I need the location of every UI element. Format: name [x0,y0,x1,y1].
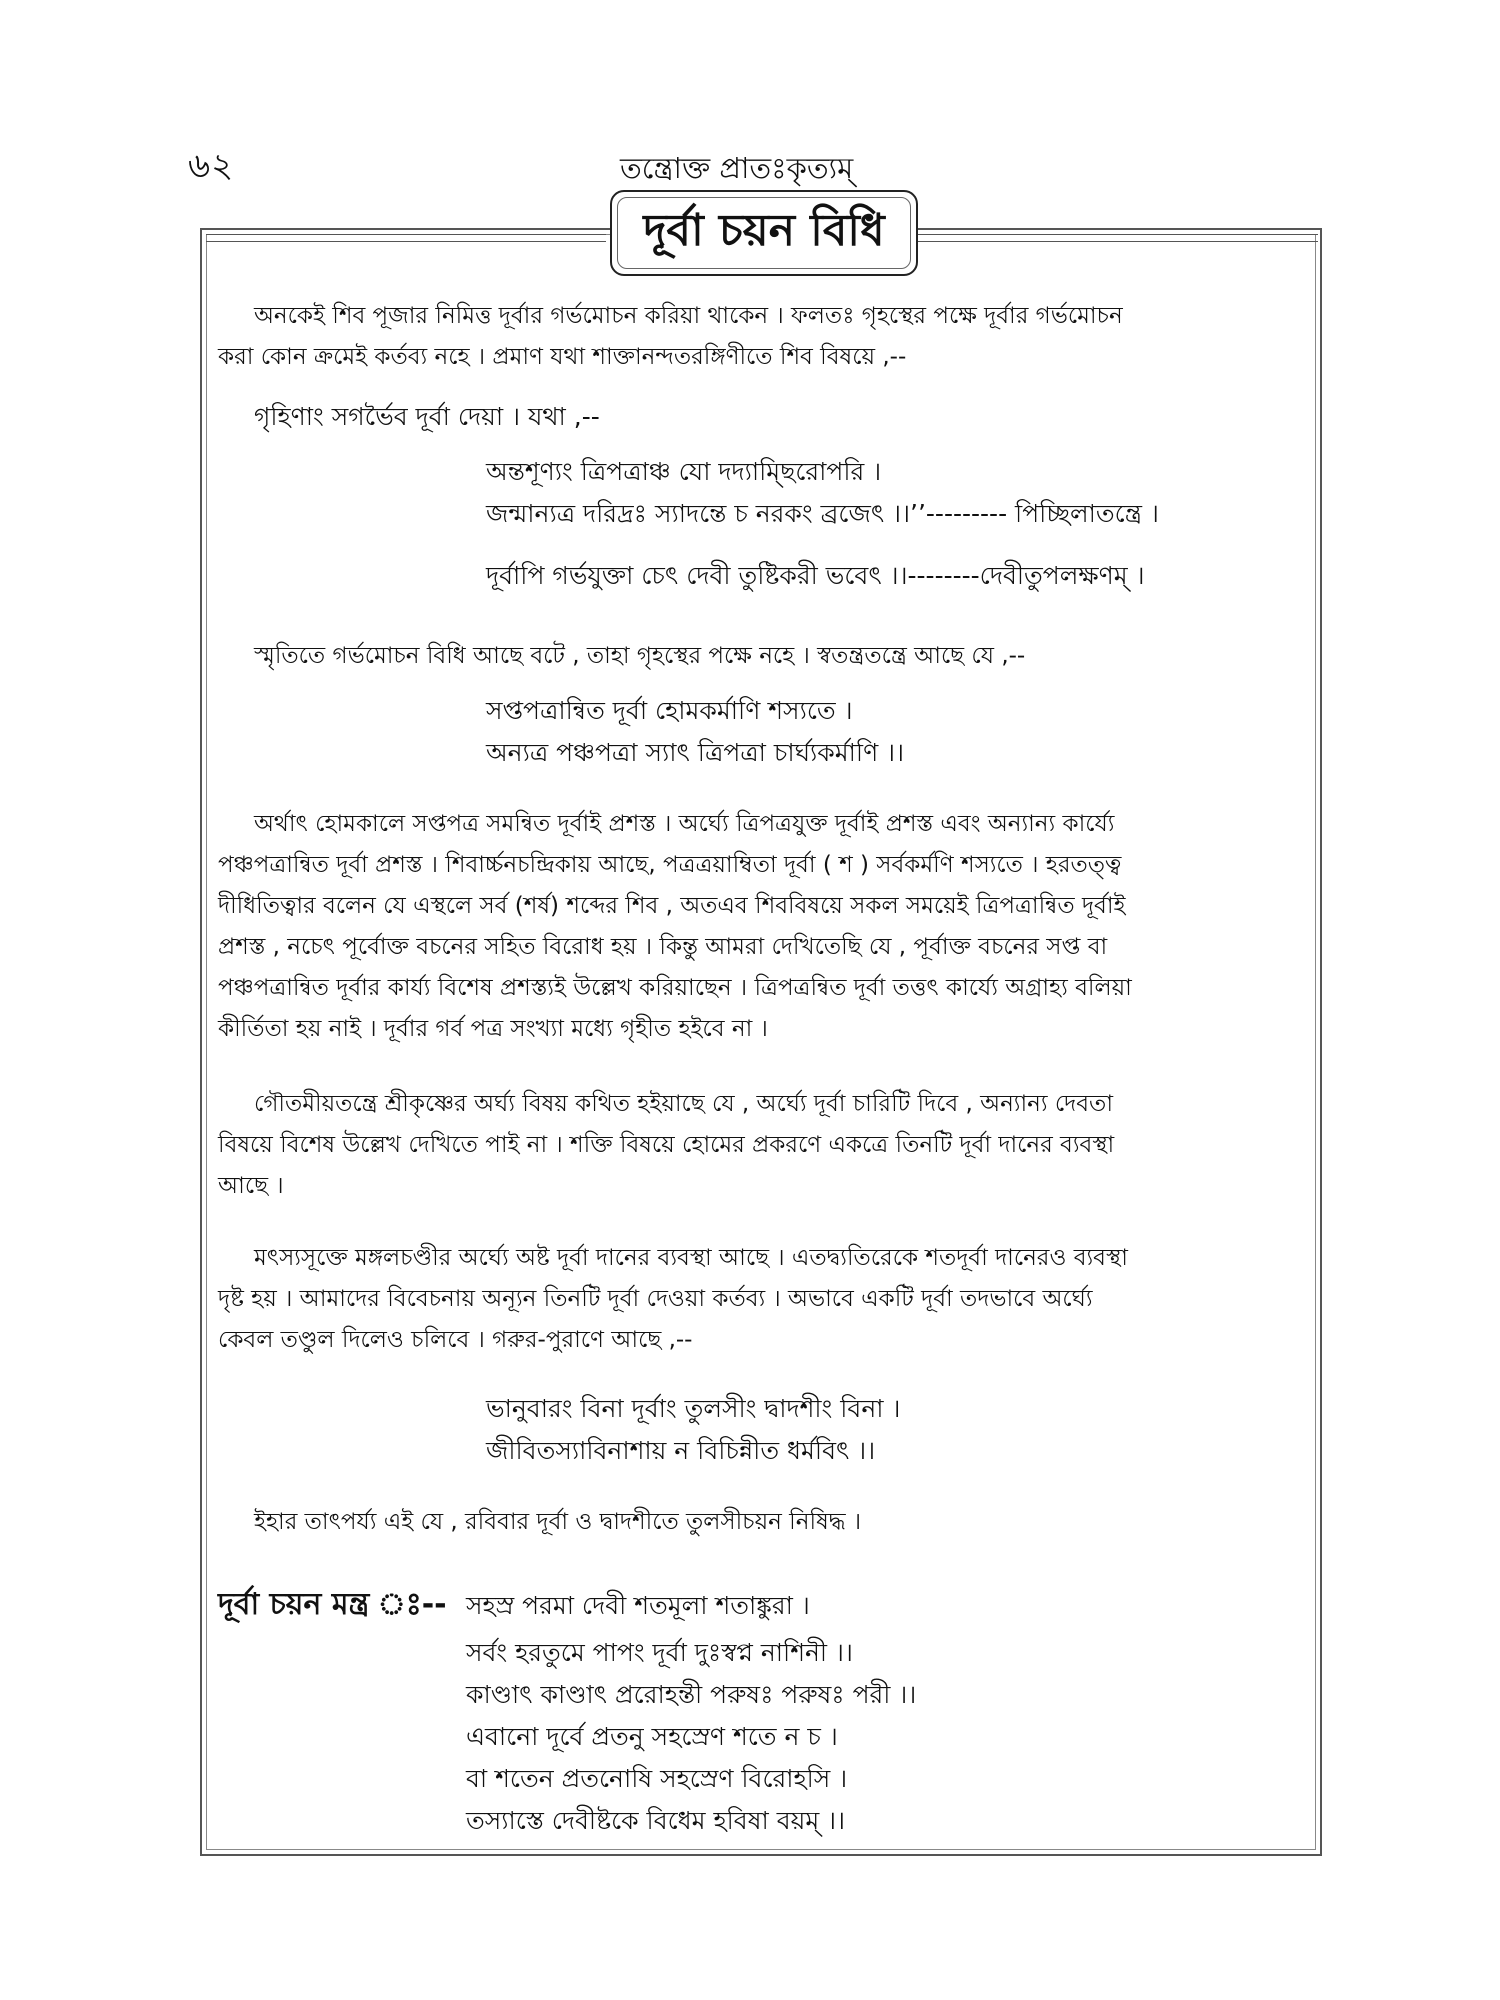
verse-line: জীবিতস্যাবিনাশায় ন বিচিন্নীত ধর্মবিৎ ।। [486,1436,876,1465]
verse-line: অন্তশূণ্যং ত্রিপত্রাঞ্চ যো দদ্যাম্ছিরোপরি । [486,457,882,486]
paragraph-line: প্রশস্ত , নচেৎ পূর্বোক্ত বচনের সহিত বিরোধ হয় । কিন্তু আমরা দেখিতেছি যে , পূর্বাক্ত বচনের সপ্ত বা [218,934,1108,960]
paragraph-line: কেবল তণ্ডুল দিলেও চলিবে । গরুর-পুরাণে আছে ,-- [218,1327,693,1353]
paragraph-line: পঞ্চপত্রান্বিত দূর্বার কার্য্য বিশেষ প্রশস্ত্যই উল্লেখ করিয়াছেন । ত্রিপত্রন্বিত দূর্বা তত্তৎ কার্য্যে অগ্রাহ্য বলিয়া [218,975,1132,1001]
mantra-line: তস্যাস্তে দেবীষ্টকে বিধেম হবিষা বয়ম্ ।। [466,1806,846,1835]
title-rule-right [918,234,1318,242]
meaning-paragraph [218,804,1304,1050]
paragraph-line: দীধিতিত্বার বলেন যে এস্থলে সর্ব (শর্ষ) শব্দের শিব , অতএব শিববিষয়ে সকল সময়েই ত্রিপত্রান্বিত দূর্বাই [218,893,1126,919]
mantra-line: এবানো দূর্বে প্রতনু সহস্রেণ শতে ন চ । [466,1722,838,1751]
verse-2: দূর্বাপি গর্ভযুক্তা চেৎ দেবী তুষ্টিকরী ভবেৎ ।।--------দেবীতুপলক্ষণম্ । [486,561,1145,590]
verse-4 [486,1388,900,1472]
intro-paragraph [218,296,1304,378]
paragraph-line: কীর্তিতা হয় নাই । দূর্বার গর্ব পত্র সংখ্যা মধ্যে গৃহীত হইবে না । [218,1016,768,1042]
mantra-line: বা শতেন প্রতনোষি সহস্রেণ বিরোহসি । [466,1764,848,1793]
paragraph-line: বিষয়ে বিশেষ উল্লেখ দেখিতে পাই না । শক্তি বিষয়ে হোমের প্রকরণে একত্রে তিনটি দূর্বা দানের ব্যবস্থা [218,1132,1115,1158]
paragraph-line: অর্থাৎ হোমকালে সপ্তপত্র সমন্বিত দূর্বাই প্রশস্ত । অর্ঘ্যে ত্রিপত্রযুক্ত দূর্বাই প্রশস্ত এবং অন্যান্য কার্য্যে [254,811,1115,837]
mantra-line: সর্বং হরতুমে পাপং দূর্বা দুঃস্বপ্ন নাশিনী ।। [466,1638,853,1667]
gautami-paragraph [218,1084,1304,1207]
verse-line: ভানুবারং বিনা দূর্বাং তুলসীং দ্বাদশীং বিনা । [486,1394,901,1423]
meaning-line: ইহার তাৎপর্য্য এই যে , রবিবার দূর্বা ও দ্বাদশীতে তুলসীচয়ন নিষিদ্ধ । [254,1509,862,1535]
intro-line: করা কোন ক্রমেই কর্তব্য নহে । প্রমাণ যথা শাক্তানন্দতরঙ্গিণীতে শিব বিষয়ে ,-- [218,344,907,370]
verse-line: সপ্তপত্রান্বিত দূর্বা হোমকর্মাণি শস্যতে । [486,696,853,725]
paragraph-line: গৌতমীয়তন্ত্রে শ্রীকৃষ্ণের অর্ঘ্য বিষয় কথিত হইয়াছে যে , অর্ঘ্যে দূর্বা চারিটি দিবে , অন্যান্য দেবতা [254,1091,1113,1117]
paragraph-line: আছে । [218,1173,284,1199]
quote-intro: গৃহিণাং সগর্ভৈব দূর্বা দেয়া । যথা ,-- [254,402,600,431]
mantra-label: দূর্বা চয়ন মন্ত্র ঃ-- [218,1587,447,1622]
mantra-line: কাণ্ডাৎ কাণ্ডাৎ প্ররোহন্তী পরুষঃ পরুষঃ পরী ।। [466,1680,917,1709]
running-title: তন্ত্রোক্ত প্রাতঃকৃত্যম্ [620,151,854,185]
verse-3 [486,690,904,774]
smriti-paragraph: স্মৃতিতে গর্ভমোচন বিধি আছে বটে , তাহা গৃহস্থের পক্ষে নহে । স্বতন্ত্রতন্ত্রে আছে যে ,-- [254,643,1026,669]
verse-1 [486,451,1159,535]
paragraph-line: দৃষ্ট হয় । আমাদের বিবেচনায় অন্যূন তিনটি দূর্বা দেওয়া কর্তব্য । অভাবে একটি দূর্বা তদভাবে অর্ঘ্যে [218,1286,1093,1312]
paragraph-line: পঞ্চপত্রান্বিত দূর্বা প্রশস্ত । শিবার্চ্চনচন্দ্রিকায় আছে, পত্রত্রয়াম্বিতা দূর্বা ( শ ) সর্বকর্মণি শস্যতে । হরতত্ত্ব [218,852,1122,878]
section-title: দূর্বা চয়ন বিধি [643,204,885,256]
page-number: ৬২ [188,146,235,186]
paragraph-line: মৎস্যসূক্তে মঙ্গলচণ্ডীর অর্ঘ্যে অষ্ট দূর্বা দানের ব্যবস্থা আছে । এতদ্ব্যতিরেকে শতদূর্বা দানেরও ব্যবস্থা [254,1245,1128,1271]
matsya-paragraph [218,1238,1304,1361]
verse-line: অন্যত্র পঞ্চপত্রা স্যাৎ ত্রিপত্রা চার্ঘ্যকর্মাণি ।। [486,738,905,767]
verse-line: জন্মান্যত্র দরিদ্রঃ স্যাদন্তে চ নরকং ব্রজেৎ ।।’’--------- পিচ্ছিলাতন্ত্রে । [486,499,1159,528]
mantra-verses [466,1632,916,1842]
intro-line: অনকেই শিব পূজার নিমিত্ত দূর্বার গর্ভমোচন করিয়া থাকেন । ফলতঃ গৃহস্থের পক্ষে দূর্বার গর্ভমোচন [254,303,1123,329]
mantra-line: সহস্র পরমা দেবী শতমূলা শতাঙ্কুরা । [466,1591,810,1620]
section-title-box [610,190,918,276]
title-rule-left [206,234,606,242]
